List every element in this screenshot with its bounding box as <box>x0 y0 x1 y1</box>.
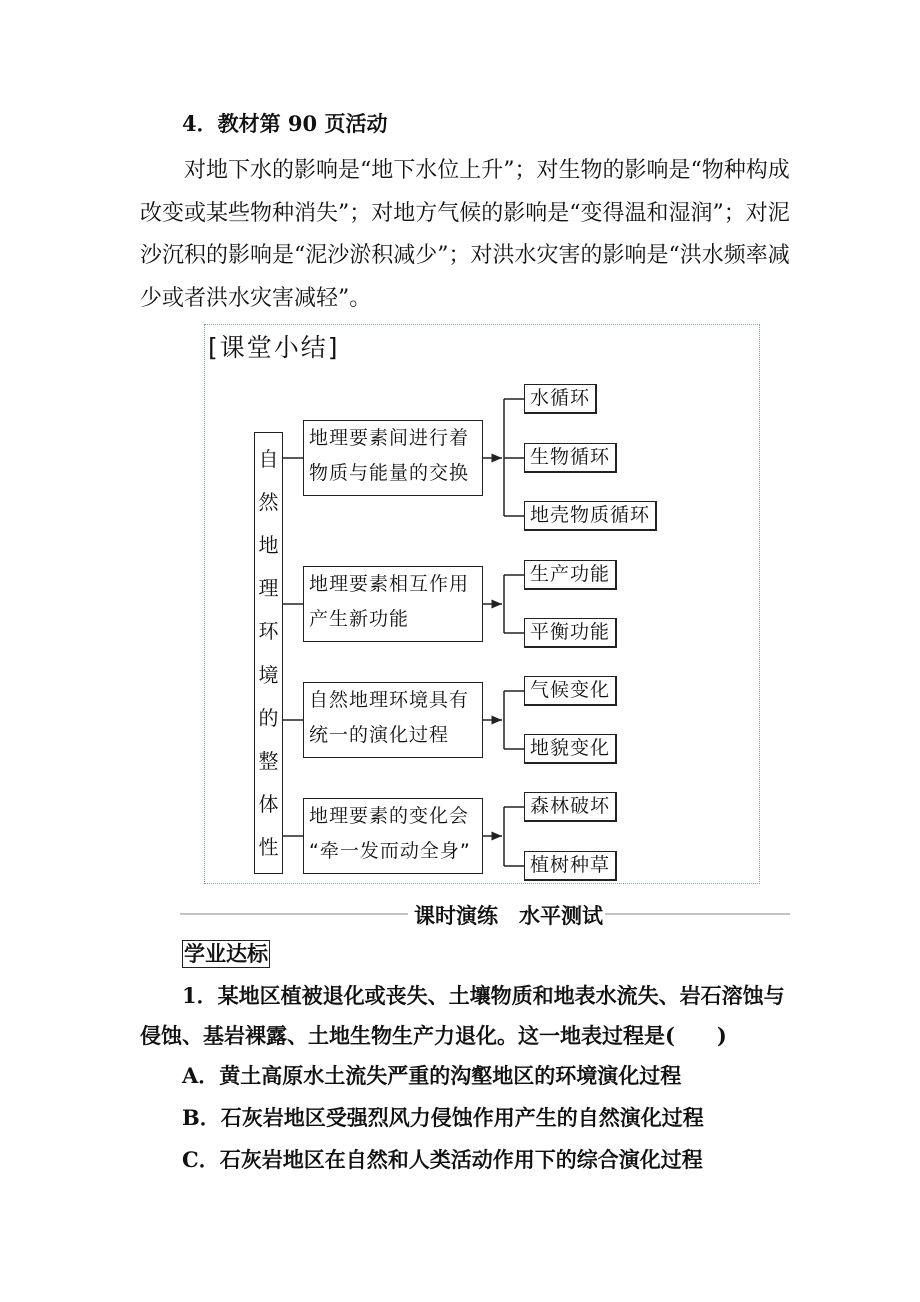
bracket-close: ] <box>327 333 340 362</box>
branch-2-fork <box>504 575 524 633</box>
branch-box-3 <box>303 682 483 758</box>
option-c: C．石灰岩地区在自然和人类活动作用下的综合演化过程 <box>182 1147 703 1172</box>
root-char: 然 <box>258 489 279 514</box>
root-char: 理 <box>258 576 279 601</box>
branch-1-line-1: 地理要素间进行着 <box>309 427 470 449</box>
section-body: 对地下水的影响是“地下水位上升”；对生物的影响是“物种构成改变或某些物种消失”；对地方气候的影响是“变得温和湿润”；对泥沙沉积的影响是“泥沙淤积减少”；对洪水灾害的影响是“洪水频率减少或者洪水灾害减轻”。 <box>140 158 790 311</box>
root-char: 境 <box>258 662 279 687</box>
branch-1-fork <box>504 399 524 516</box>
branch-3-line-2: 统一的演化过程 <box>309 724 450 746</box>
branch-1-line-2: 物质与能量的交换 <box>309 462 470 484</box>
section-heading: 4．教材第 90 页活动 <box>182 111 388 136</box>
root-box <box>254 432 283 874</box>
branch-2-line-2: 产生新功能 <box>309 608 410 630</box>
leaf-box: 平衡功能 <box>524 618 617 648</box>
branch-3-line-1: 自然地理环境具有 <box>309 689 470 711</box>
root-char: 体 <box>258 792 279 817</box>
root-char: 性 <box>258 835 279 860</box>
summary-title-text: 课堂小结 <box>219 333 328 362</box>
leaf-box: 生物循环 <box>524 443 617 473</box>
root-char: 自 <box>258 446 279 471</box>
leaf-box: 地壳物质循环 <box>524 501 657 531</box>
leaf-box: 生产功能 <box>524 560 617 590</box>
section-label: 学业达标 <box>184 941 268 966</box>
branch-4-line-2: “牵一发而动全身” <box>309 840 471 862</box>
practice-banner: 课时演练 水平测试 <box>414 903 603 928</box>
root-char: 整 <box>258 748 279 773</box>
branch-box-2 <box>303 566 483 642</box>
branch-4-line-1: 地理要素的变化会 <box>309 805 470 827</box>
branch-3-fork <box>504 691 524 749</box>
branch-box-4 <box>303 798 483 874</box>
leaf-box: 气候变化 <box>524 676 617 706</box>
branch-box-1 <box>303 420 483 496</box>
root-char: 环 <box>258 619 279 644</box>
option-a: A．黄土高原水土流失严重的沟壑地区的环境演化过程 <box>182 1063 682 1088</box>
leaf-box: 植树种草 <box>524 851 617 881</box>
question-stem: 1．某地区植被退化或丧失、土壤物质和地表水流失、岩石溶蚀与侵蚀、基岩裸露、土地生物生产力退化。这一地表过程是( ) <box>140 983 785 1048</box>
leaf-box: 水循环 <box>524 384 597 414</box>
root-char: 地 <box>258 532 279 557</box>
option-b: B．石灰岩地区受强烈风力侵蚀作用产生的自然演化过程 <box>182 1105 704 1130</box>
leaf-box: 地貌变化 <box>524 734 617 764</box>
leaf-box: 森林破坏 <box>524 792 617 822</box>
bracket-open: [ <box>208 333 220 362</box>
root-char: 的 <box>258 705 279 730</box>
branch-4-fork <box>504 807 524 866</box>
branch-2-line-1: 地理要素相互作用 <box>309 573 470 595</box>
